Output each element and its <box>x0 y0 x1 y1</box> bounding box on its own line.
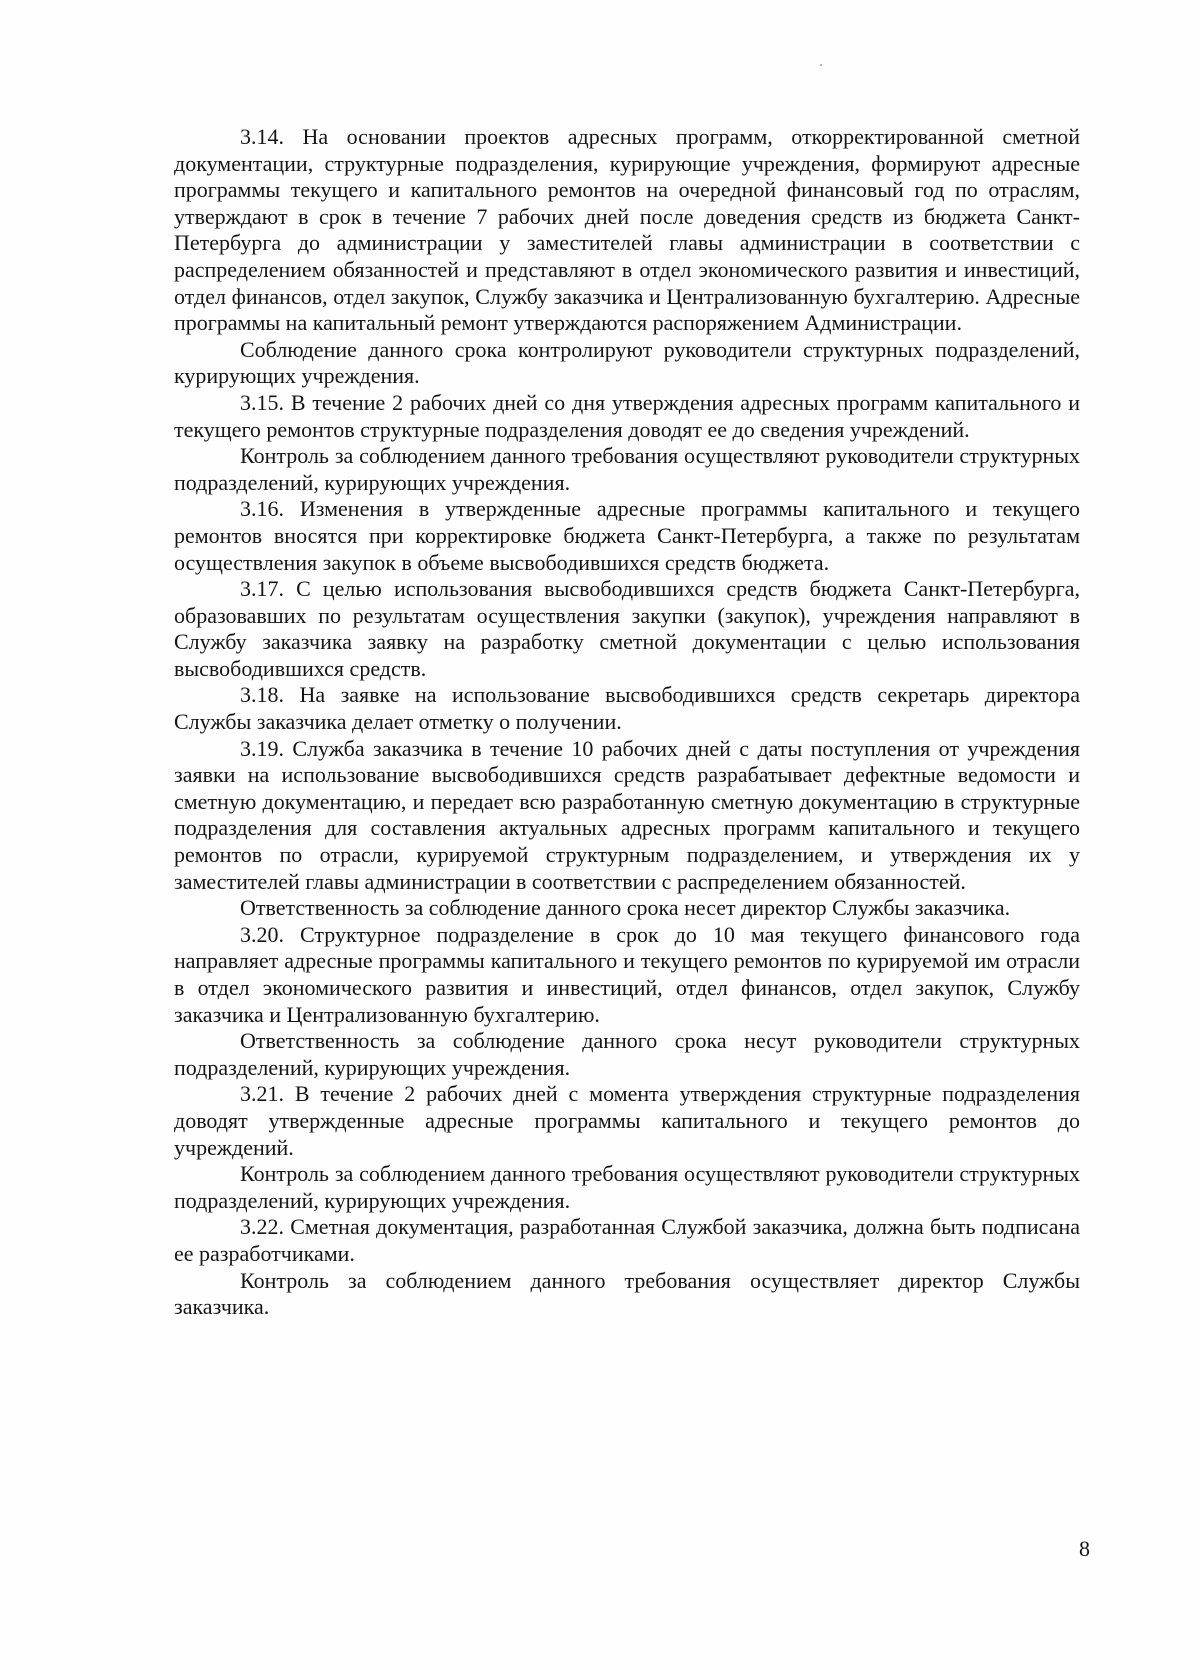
paragraph-3-15-control: Контроль за соблюдением данного требования осуществляют руководители структурных подразделений, курирующих учреждения. <box>174 443 1080 495</box>
paragraph-3-22: 3.22. Сметная документация, разработанная Службой заказчика, должна быть подписана ее разработчиками. <box>174 1214 1080 1266</box>
paragraph-3-21-control: Контроль за соблюдением данного требования осуществляют руководители структурных подразделений, курирующих учреждения. <box>174 1161 1080 1213</box>
paragraph-3-20-responsibility: Ответственность за соблюдение данного срока несут руководители структурных подразделений, курирующих учреждения. <box>174 1028 1080 1080</box>
paragraph-3-21: 3.21. В течение 2 рабочих дней с момента утверждения структурные подразделения доводят утвержденные адресные программы капитального и текущего ремонтов до учреждений. <box>174 1081 1080 1160</box>
paragraph-3-17: 3.17. С целью использования высвободившихся средств бюджета Санкт-Петербурга, образовавших по результатам осуществления закупки (закупок), учреждения направляют в Службу заказчика заявку на разработку сметной документации с целью использования высвободившихся средств. <box>174 576 1080 681</box>
paragraph-3-14-control: Соблюдение данного срока контролируют руководители структурных подразделений, курирующих учреждения. <box>174 336 1080 389</box>
scan-speck <box>820 64 822 66</box>
paragraph-3-18: 3.18. На заявке на использование высвободившихся средств секретарь директора Службы заказчика делает отметку о получении. <box>174 682 1080 735</box>
paragraph-3-20: 3.20. Структурное подразделение в срок до 10 мая текущего финансового года направляет адресные программы капитального и текущего ремонтов по курируемой им отрасли в отдел экономического развития и инвестиций, отдел финансов, отдел закупок, Службу заказчика и Централизованную бухгалтерию. <box>174 921 1080 1027</box>
paragraph-3-19: 3.19. Служба заказчика в течение 10 рабочих дней с даты поступления от учреждения заявки на использование высвободившихся средств разрабатывает дефектные ведомости и сметную документацию, и передает всю разработанную сметную документацию в структурные подразделения для составления актуальных адресных программ капитального и текущего ремонтов по отрасли, курируемой структурным подразделением, и утверждения их у заместителей главы администрации в соответствии с распределением обязанностей. <box>174 735 1080 894</box>
paragraph-3-15: 3.15. В течение 2 рабочих дней со дня утверждения адресных программ капитального и текущего ремонтов структурные подразделения доводят ее до сведения учреждений. <box>174 389 1080 442</box>
paragraph-3-14: 3.14. На основании проектов адресных программ, откорректированной сметной документации, структурные подразделения, курирующие учреждения, формируют адресные программы текущего и капитального ремонтов на очередной финансовый год по отраслям, утверждают в срок в течение 7 рабочих дней после доведения средств из бюджета Санкт-Петербурга до администрации у заместителей главы администрации в соответствии с распределением обязанностей и представляют в отдел экономического развития и инвестиций, отдел финансов, отдел закупок, Службу заказчика и Централизованную бухгалтерию. Адресные программы на капитальный ремонт утверждаются распоряжением Администрации. <box>174 124 1080 336</box>
document-body <box>174 124 1080 1321</box>
paragraph-3-22-control: Контроль за соблюдением данного требования осуществляет директор Службы заказчика. <box>174 1267 1080 1320</box>
paragraph-3-16: 3.16. Изменения в утвержденные адресные программы капитального и текущего ремонтов вносятся при корректировке бюджета Санкт-Петербурга, а также по результатам осуществления закупок в объеме высвободившихся средств бюджета. <box>174 496 1080 575</box>
page-number: 8 <box>1079 1536 1090 1561</box>
paragraph-3-19-responsibility: Ответственность за соблюдение данного срока несет директор Службы заказчика. <box>240 895 1011 921</box>
